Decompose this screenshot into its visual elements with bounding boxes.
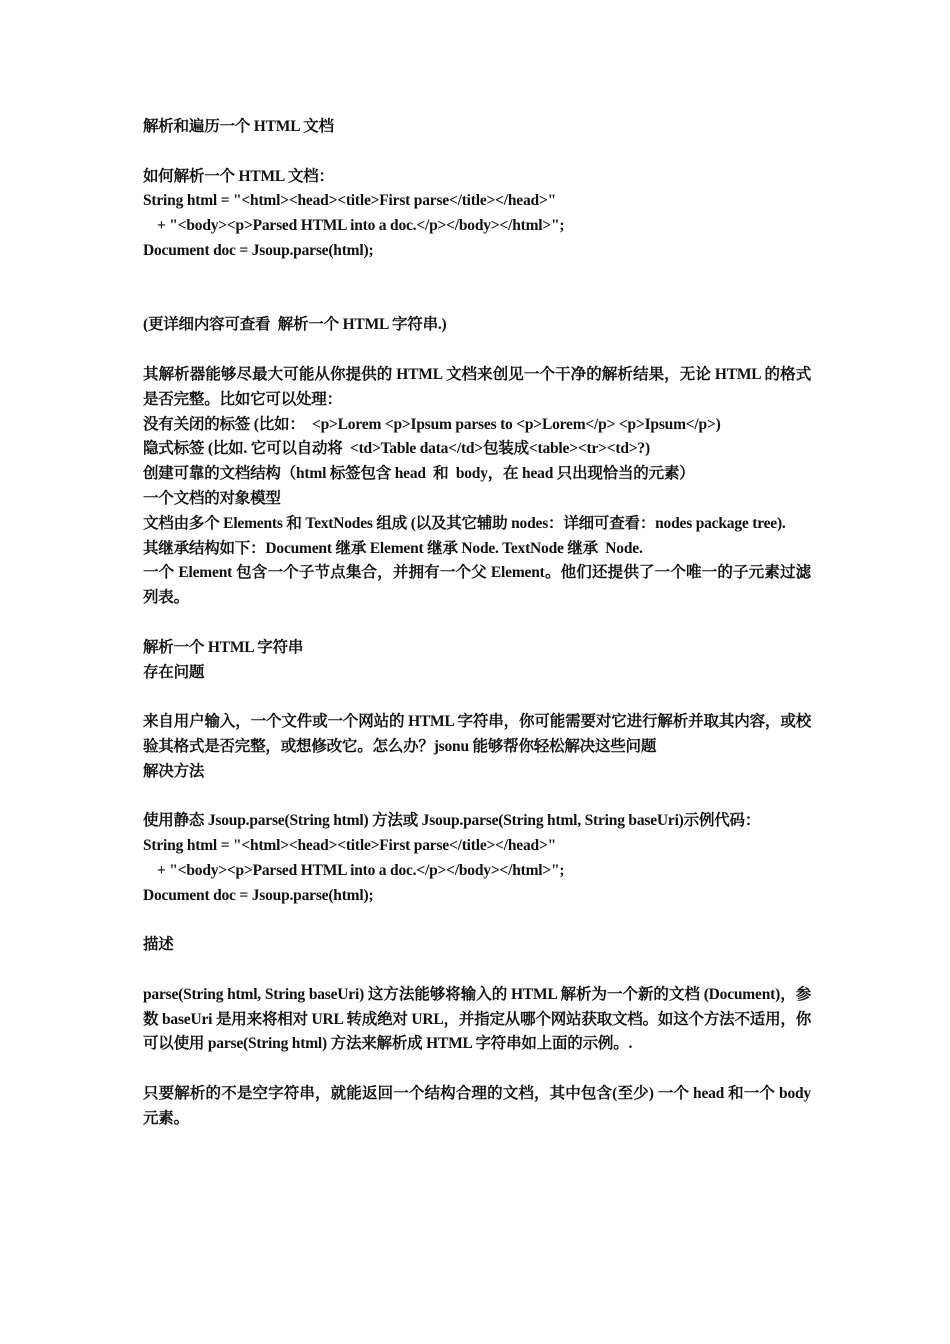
elements-paragraph: 文档由多个 Elements 和 TextNodes 组成 (以及其它辅助 nodes：详细可查看：nodes package tree).	[143, 514, 786, 532]
spacer	[143, 785, 811, 810]
section-title: 解析一个 HTML 字符串	[143, 638, 304, 656]
spacer	[143, 1057, 811, 1082]
spacer	[143, 611, 811, 636]
description-paragraph: parse(String html, String baseUri) 这方法能够将输入的 HTML 解析为一个新的文档 (Document)，参数 baseUri 是用来将相对 URL 转成绝对 URL，并指定从哪个网站获取文档。如这个方法不适用，你可以使用 parse(String html) 方法来解析成 HTML 字符串如上面的示例。.	[143, 985, 811, 1053]
item-implicit-tags: 隐式标签 (比如. 它可以自动将 <td>Table data</td>包装成<table><tr><td>?)	[143, 440, 650, 458]
document-title: 解析和遍历一个 HTML 文档	[143, 118, 334, 135]
spacer	[143, 338, 811, 363]
see-more-note: (更详细内容可查看 解析一个 HTML 字符串.)	[143, 316, 447, 334]
document-page	[143, 115, 811, 1132]
code-line-1: String html = "<html><head><title>First parse</title></head>"	[143, 192, 556, 210]
usage-paragraph: 使用静态 Jsoup.parse(String html) 方法或 Jsoup.parse(String html, String baseUri)示例代码：	[143, 812, 761, 830]
problem-heading: 存在问题	[143, 663, 205, 681]
spacer	[143, 264, 811, 314]
description-heading: 描述	[143, 936, 174, 954]
problem-paragraph: 来自用户输入，一个文件或一个网站的 HTML 字符串，你可能需要对它进行解析并取其内容，或校验其格式是否完整，或想修改它。怎么办？jsonu 能够帮你轻松解决这些问题	[143, 713, 811, 755]
inheritance-line: 其继承结构如下：Document 继承 Element 继承 Node. TextNode 继承 Node.	[143, 539, 643, 557]
element-paragraph: 一个 Element 包含一个子节点集合，并拥有一个父 Element。他们还提供了一个唯一的子元素过滤列表。	[143, 564, 811, 607]
how-to-heading: 如何解析一个 HTML 文档：	[143, 167, 334, 185]
final-paragraph: 只要解析的不是空字符串，就能返回一个结构合理的文档，其中包含(至少) 一个 head 和一个 body 元素。	[143, 1085, 811, 1127]
code-line-2: + "<body><p>Parsed HTML into a doc.</p></body></html>";	[157, 217, 565, 235]
code-line-1: String html = "<html><head><title>First parse</title></head>"	[143, 837, 556, 855]
spacer	[143, 958, 811, 983]
spacer	[143, 909, 811, 934]
solution-heading: 解决方法	[143, 762, 205, 780]
item-document-structure: 创建可靠的文档结构（html 标签包含 head 和 body，在 head 只出现恰当的元素）	[143, 465, 695, 483]
spacer	[143, 685, 811, 710]
code-line-3: Document doc = Jsoup.parse(html);	[143, 241, 374, 259]
item-unclosed-tags: 没有关闭的标签 (比如： <p>Lorem <p>Ipsum parses to <p>Lorem</p> <p>Ipsum</p>)	[143, 415, 721, 433]
code-line-2: + "<body><p>Parsed HTML into a doc.</p></body></html>";	[157, 861, 565, 879]
code-line-3: Document doc = Jsoup.parse(html);	[143, 886, 374, 904]
intro-paragraph: 其解析器能够尽最大可能从你提供的 HTML 文档来创见一个干净的解析结果，无论 HTML 的格式是否完整。比如它可以处理：	[143, 365, 811, 408]
object-model-heading: 一个文档的对象模型	[143, 489, 281, 507]
spacer	[143, 140, 811, 165]
